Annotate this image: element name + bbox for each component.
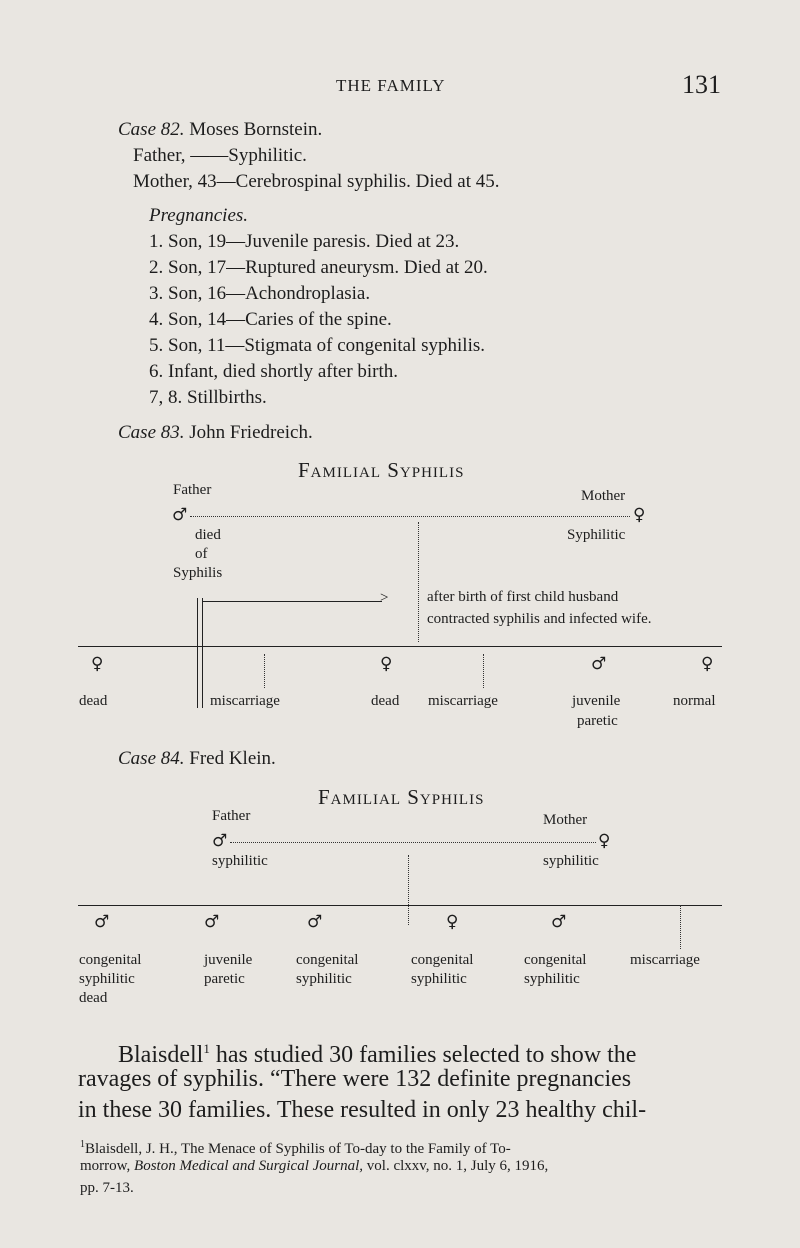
case-name: Fred Klein.	[189, 748, 276, 769]
annotation: after birth of first child husband	[427, 589, 619, 605]
paragraph-line: ravages of syphilis. “There were 132 definite pregnancies	[78, 1066, 632, 1092]
pregnancy-item: 7, 8. Stillbirths.	[149, 387, 267, 408]
running-title: THE FAMILY	[336, 76, 446, 95]
case-82-father: Father, ——Syphilitic.	[133, 145, 307, 166]
pregnancy-item: 4. Son, 14—Caries of the spine.	[149, 309, 392, 330]
child-label: congenital	[524, 952, 587, 968]
marriage-line	[190, 516, 630, 517]
case-name: Moses Bornstein.	[189, 119, 323, 140]
father-line	[197, 598, 198, 708]
female-symbol: ♀	[633, 505, 646, 525]
child-label: dead	[79, 990, 108, 1006]
paragraph-line: in these 30 families. These resulted in only 23 healthy chil-	[78, 1097, 647, 1123]
child-label: syphilitic	[524, 971, 580, 987]
child-dotted-line	[680, 905, 681, 949]
mother-note: Syphilitic	[567, 527, 626, 543]
case-label: Case 82.	[118, 119, 185, 140]
case-84-heading	[118, 746, 276, 771]
child-label: juvenile	[204, 952, 253, 968]
diagram-title: Familial Syphilis	[318, 785, 485, 809]
footnote-line	[80, 1135, 511, 1159]
case-label: Case 83.	[118, 422, 185, 443]
female-symbol: ♀	[598, 831, 611, 851]
child-label: congenital	[79, 952, 142, 968]
child-label: paretic	[204, 971, 245, 987]
child-label: syphilitic	[79, 971, 135, 987]
author-name: Blaisdell	[118, 1042, 204, 1068]
case-label: Case 84.	[118, 748, 185, 769]
arrow-line	[202, 601, 382, 602]
child-symbol: ♂	[551, 912, 567, 932]
footnote-line	[80, 1157, 548, 1176]
footnote-ref: 1	[203, 1041, 210, 1056]
descent-line	[418, 522, 419, 642]
child-symbol: ♀	[701, 654, 714, 674]
case-82-heading	[118, 117, 322, 142]
father-note: syphilitic	[212, 853, 268, 869]
child-symbol: ♂	[591, 654, 607, 674]
footnote-text: vol. clxxv, no. 1, July 6, 1916,	[366, 1158, 549, 1174]
footnote-text: morrow,	[80, 1158, 131, 1174]
annotation: contracted syphilis and infected wife.	[427, 611, 652, 627]
pregnancy-item: 6. Infant, died shortly after birth.	[149, 361, 399, 382]
child-symbol: ♀	[91, 654, 104, 674]
child-symbol: ♂	[94, 912, 110, 932]
child-label: dead	[79, 693, 108, 709]
child-label: normal	[673, 693, 716, 709]
child-symbol: ♂	[204, 912, 220, 932]
male-symbol: ♂	[172, 505, 188, 525]
marriage-line	[230, 842, 596, 843]
child-label: miscarriage	[630, 952, 700, 968]
case-name: John Friedreich.	[189, 422, 313, 443]
pregnancy-item: 5. Son, 11—Stigmata of congenital syphilis.	[149, 335, 485, 356]
child-label: syphilitic	[411, 971, 467, 987]
page-number: 131	[682, 70, 721, 99]
child-label: miscarriage	[210, 693, 280, 709]
sibship-line	[78, 646, 722, 647]
male-symbol: ♂	[212, 831, 228, 851]
child-symbol: ♀	[380, 654, 393, 674]
arrow-head-icon: >	[380, 590, 389, 606]
paragraph-text: has studied 30 families selected to show the	[215, 1042, 637, 1068]
child-symbol: ♂	[307, 912, 323, 932]
father-line	[202, 598, 203, 708]
child-symbol: ♀	[446, 912, 459, 932]
mother-label: Mother	[543, 812, 588, 828]
diagram-title: Familial Syphilis	[298, 458, 465, 482]
child-label: congenital	[411, 952, 474, 968]
journal-title: Boston Medical and Surgical Journal,	[134, 1158, 364, 1174]
footnote-marker: 1	[80, 1139, 85, 1150]
father-note: of	[195, 546, 208, 562]
child-label: juvenile	[572, 693, 621, 709]
child-dotted-line	[483, 654, 484, 688]
mother-label: Mother	[581, 488, 626, 504]
pregnancies-heading: Pregnancies.	[149, 205, 249, 226]
father-note: Syphilis	[173, 565, 223, 581]
mother-note: syphilitic	[543, 853, 599, 869]
case-83-heading	[118, 420, 313, 445]
descent-line	[408, 855, 409, 925]
father-label: Father	[173, 482, 212, 498]
child-label: miscarriage	[428, 693, 498, 709]
footnote-line: pp. 7-13.	[80, 1180, 134, 1196]
pregnancy-item: 2. Son, 17—Ruptured aneurysm. Died at 20.	[149, 257, 488, 278]
pregnancy-item: 3. Son, 16—Achondroplasia.	[149, 283, 371, 304]
father-label: Father	[212, 808, 251, 824]
child-label: paretic	[577, 713, 618, 729]
child-label: dead	[371, 693, 400, 709]
child-label: congenital	[296, 952, 359, 968]
case-82-mother: Mother, 43—Cerebrospinal syphilis. Died at 45.	[133, 171, 500, 192]
child-dotted-line	[264, 654, 265, 688]
pregnancy-item: 1. Son, 19—Juvenile paresis. Died at 23.	[149, 231, 460, 252]
father-note: died	[195, 527, 221, 543]
footnote-text: Blaisdell, J. H., The Menace of Syphilis of To-day to the Family of To-	[85, 1141, 511, 1157]
child-label: syphilitic	[296, 971, 352, 987]
sibship-line	[78, 905, 722, 906]
